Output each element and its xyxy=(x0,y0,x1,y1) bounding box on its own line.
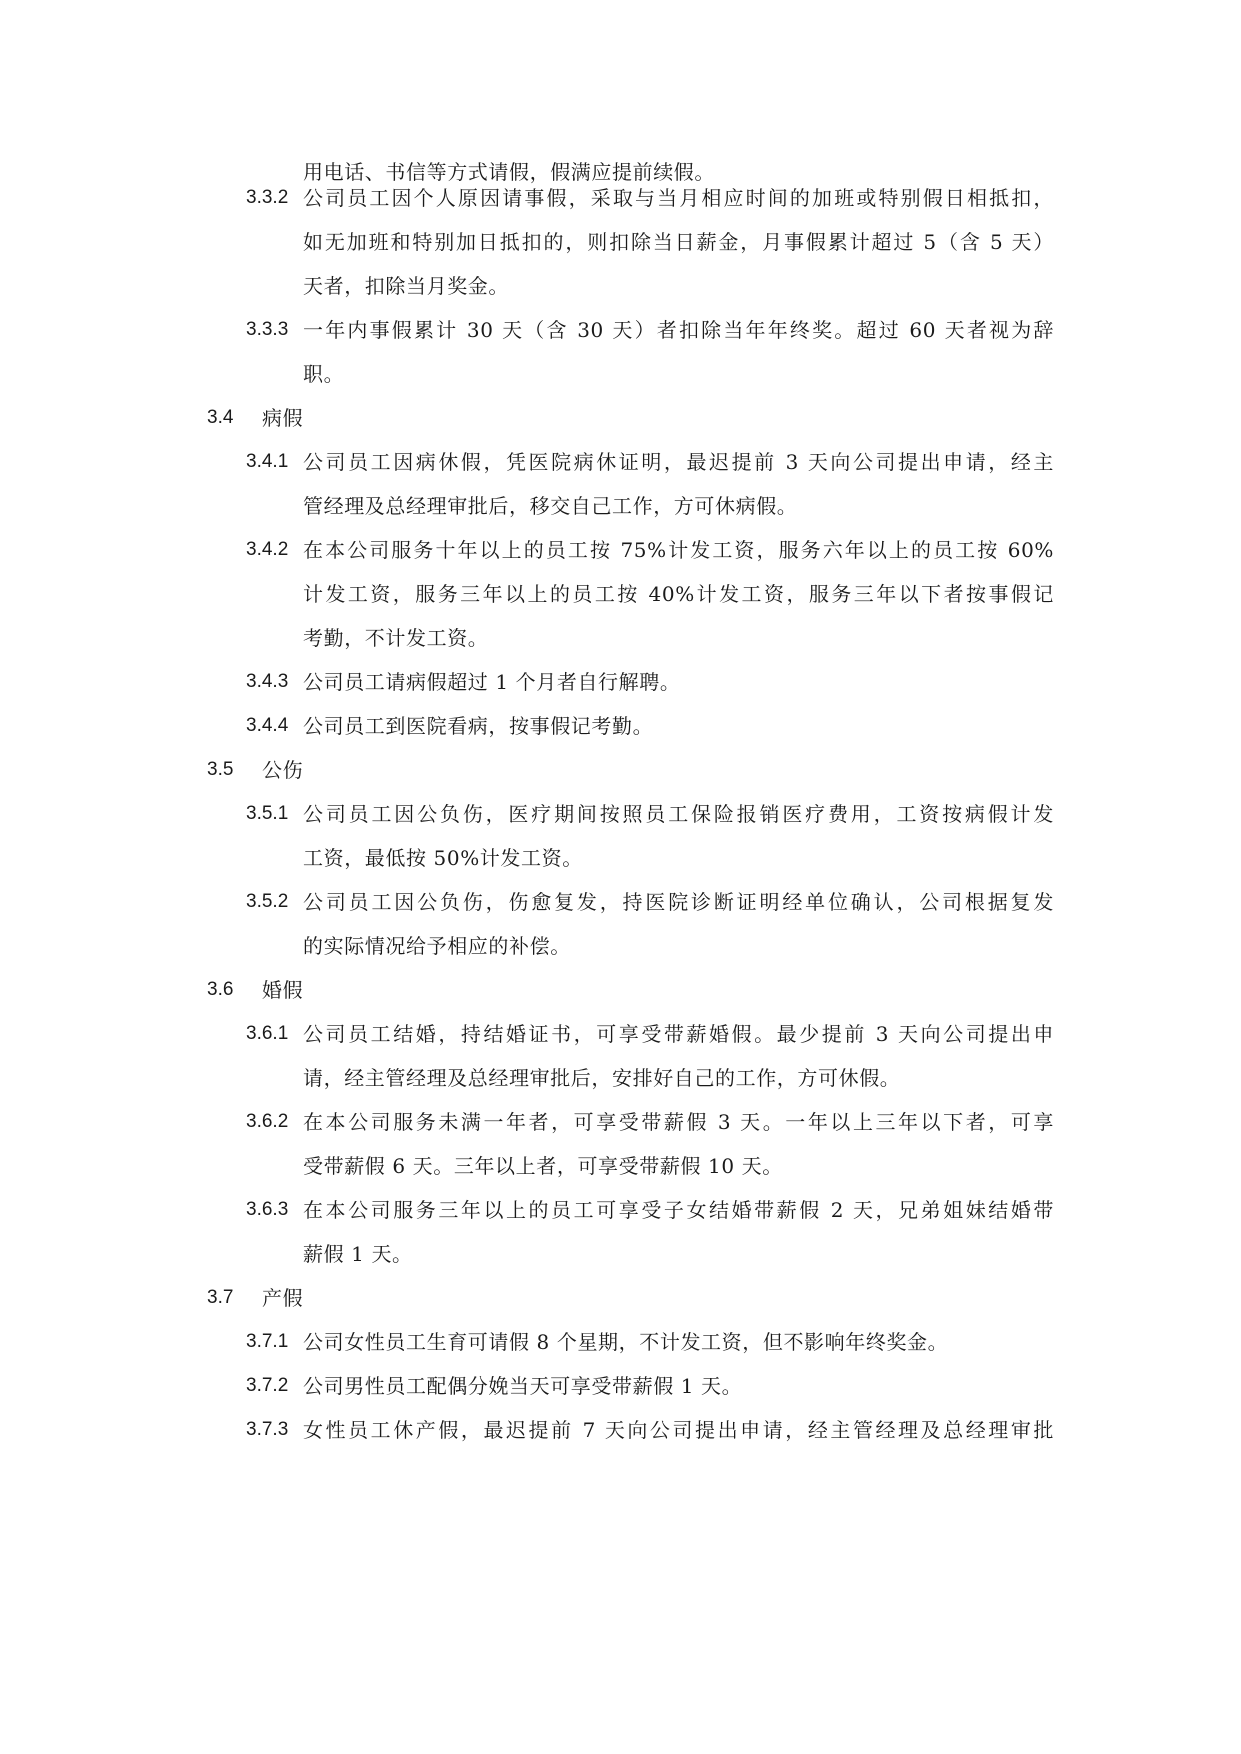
paragraph-line: 公司员工到医院看病，按事假记考勤。 xyxy=(303,714,654,738)
item-number: 3.6.1 xyxy=(246,1023,289,1044)
paragraph-line: 公司员工结婚，持结婚证书，可享受带薪婚假。最少提前 3 天向公司提出申 xyxy=(303,1022,1054,1046)
paragraph-line: 天者，扣除当月奖金。 xyxy=(303,274,509,298)
paragraph-line: 受带薪假 6 天。三年以上者，可享受带薪假 10 天。 xyxy=(303,1154,783,1178)
item-number: 3.4.3 xyxy=(246,671,289,692)
item-number: 3.6.3 xyxy=(246,1199,289,1220)
item-number: 3.7.1 xyxy=(246,1331,289,1352)
item-number: 3.7.3 xyxy=(246,1419,289,1440)
paragraph-line: 请，经主管经理及总经理审批后，安排好自己的工作，方可休假。 xyxy=(303,1066,901,1090)
section-number: 3.6 xyxy=(207,979,234,1000)
paragraph-line: 在本公司服务十年以上的员工按 75%计发工资，服务六年以上的员工按 60% xyxy=(303,538,1054,562)
item-number: 3.4.2 xyxy=(246,539,289,560)
paragraph-line: 在本公司服务未满一年者，可享受带薪假 3 天。一年以上三年以下者，可享 xyxy=(303,1110,1054,1134)
section-title: 公伤 xyxy=(262,758,304,782)
item-number: 3.4.1 xyxy=(246,451,289,472)
paragraph-line: 公司员工因公负伤，医疗期间按照员工保险报销医疗费用，工资按病假计发 xyxy=(303,802,1054,826)
paragraph-line: 职。 xyxy=(303,362,345,386)
paragraph-line: 用电话、书信等方式请假，假满应提前续假。 xyxy=(303,160,715,184)
item-number: 3.3.2 xyxy=(246,187,289,208)
item-number: 3.7.2 xyxy=(246,1375,289,1396)
paragraph-line: 薪假 1 天。 xyxy=(303,1242,413,1266)
paragraph-line: 公司员工因公负伤，伤愈复发，持医院诊断证明经单位确认，公司根据复发 xyxy=(303,890,1054,914)
item-number: 3.5.1 xyxy=(246,803,289,824)
paragraph-line: 公司员工因个人原因请事假，采取与当月相应时间的加班或特别假日相抵扣， xyxy=(303,186,1054,210)
paragraph-line: 考勤，不计发工资。 xyxy=(303,626,489,650)
paragraph-line: 公司男性员工配偶分娩当天可享受带薪假 1 天。 xyxy=(303,1374,743,1398)
item-number: 3.3.3 xyxy=(246,319,289,340)
paragraph-line: 公司员工因病休假，凭医院病休证明，最迟提前 3 天向公司提出申请，经主 xyxy=(303,450,1054,474)
section-number: 3.4 xyxy=(207,407,234,428)
paragraph-line: 工资，最低按 50%计发工资。 xyxy=(303,846,583,870)
paragraph-line: 一年内事假累计 30 天（含 30 天）者扣除当年年终奖。超过 60 天者视为辞 xyxy=(303,318,1054,342)
paragraph-line: 管经理及总经理审批后，移交自己工作，方可休病假。 xyxy=(303,494,798,518)
item-number: 3.4.4 xyxy=(246,715,289,736)
section-title: 病假 xyxy=(262,406,304,430)
section-title: 产假 xyxy=(262,1286,304,1310)
paragraph-line: 公司女性员工生育可请假 8 个星期，不计发工资，但不影响年终奖金。 xyxy=(303,1330,949,1354)
section-number: 3.5 xyxy=(207,759,234,780)
section-number: 3.7 xyxy=(207,1287,234,1308)
paragraph-line: 女性员工休产假，最迟提前 7 天向公司提出申请，经主管经理及总经理审批 xyxy=(303,1418,1054,1442)
paragraph-line: 计发工资，服务三年以上的员工按 40%计发工资，服务三年以下者按事假记 xyxy=(303,582,1054,606)
section-title: 婚假 xyxy=(262,978,304,1002)
item-number: 3.6.2 xyxy=(246,1111,289,1132)
paragraph-line: 在本公司服务三年以上的员工可享受子女结婚带薪假 2 天，兄弟姐妹结婚带 xyxy=(303,1198,1054,1222)
paragraph-line: 的实际情况给予相应的补偿。 xyxy=(303,934,571,958)
item-number: 3.5.2 xyxy=(246,891,289,912)
paragraph-line: 如无加班和特别加日抵扣的，则扣除当日薪金，月事假累计超过 5（含 5 天） xyxy=(303,230,1054,254)
paragraph-line: 公司员工请病假超过 1 个月者自行解聘。 xyxy=(303,670,681,694)
